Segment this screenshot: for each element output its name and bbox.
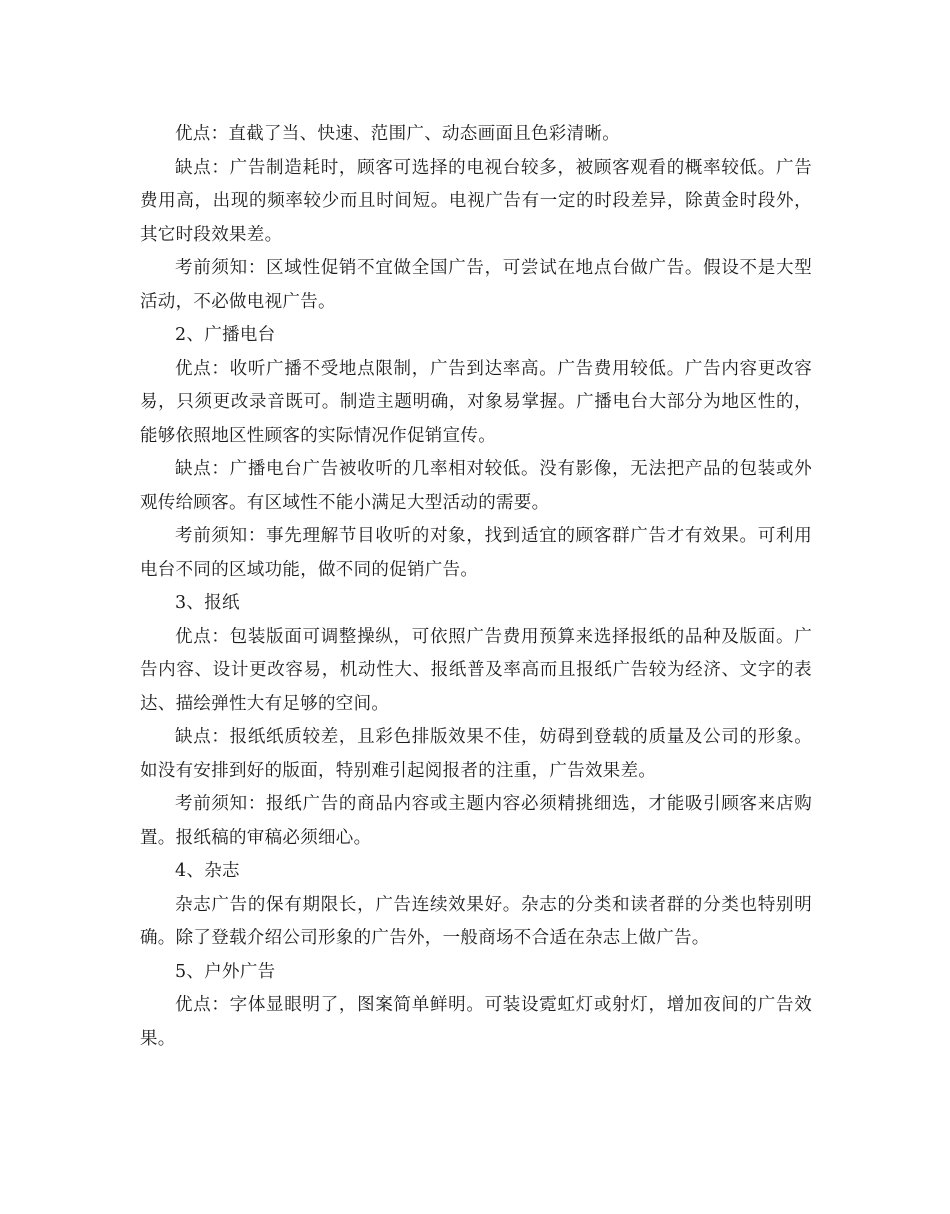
paragraph-newspaper-disadvantages: 缺点：报纸纸质较差，且彩色排版效果不佳，妨碍到登载的质量及公司的形象。如没有安排到好的版面，特别难引起阅报者的注重，广告效果差。 [140,727,812,781]
paragraph-newspaper-advantages: 优点：包装版面可调整操纵，可依照广告费用预算来选择报纸的品种及版面。广告内容、设计更改容易，机动性大、报纸普及率高而且报纸广告较为经济、文字的表达、描绘弹性大有足够的空间。 [140,626,812,714]
paragraph-radio-advantages: 优点：收听广播不受地点限制，广告到达率高。广告费用较低。广告内容更改容易，只须更改录音既可。制造主题明确，对象易掌握。广播电台大部分为地区性的，能够依照地区性顾客的实际情况作促销宣传。 [140,358,812,446]
section-heading-newspaper: 3、报纸 [175,593,240,613]
paragraph-tv-advantages: 优点：直截了当、快速、范围广、动态画面且色彩清晰。 [175,124,620,144]
paragraph-radio-notes: 考前须知：事先理解节目收听的对象，找到适宜的顾客群广告才有效果。可利用电台不同的区域功能，做不同的促销广告。 [140,526,812,580]
paragraph-magazine-description: 杂志广告的保有期限长，广告连续效果好。杂志的分类和读者群的分类也特别明确。除了登载介绍公司形象的广告外，一般商场不合适在杂志上做广告。 [140,894,812,948]
paragraph-tv-disadvantages: 缺点：广告制造耗时，顾客可选择的电视台较多，被顾客观看的概率较低。广告费用高，出现的频率较少而且时间短。电视广告有一定的时段差异，除黄金时段外，其它时段效果差。 [140,157,812,245]
paragraph-outdoor-advantages: 优点：字体显眼明了，图案简单鲜明。可装设霓虹灯或射灯，增加夜间的广告效果。 [140,995,812,1049]
paragraph-tv-notes: 考前须知：区域性促销不宜做全国广告，可尝试在地点台做广告。假设不是大型活动，不必做电视广告。 [140,258,812,312]
section-heading-outdoor: 5、户外广告 [175,961,276,982]
paragraph-newspaper-notes: 考前须知：报纸广告的商品内容或主题内容必须精挑细选，才能吸引顾客来店购置。报纸稿的审稿必须细心。 [140,794,812,848]
section-heading-radio: 2、广播电台 [175,325,276,345]
document-body [140,118,812,1056]
section-heading-magazine: 4、杂志 [175,861,240,881]
paragraph-radio-disadvantages: 缺点：广播电台广告被收听的几率相对较低。没有影像，无法把产品的包装或外观传给顾客。有区域性不能小满足大型活动的需要。 [140,459,812,513]
